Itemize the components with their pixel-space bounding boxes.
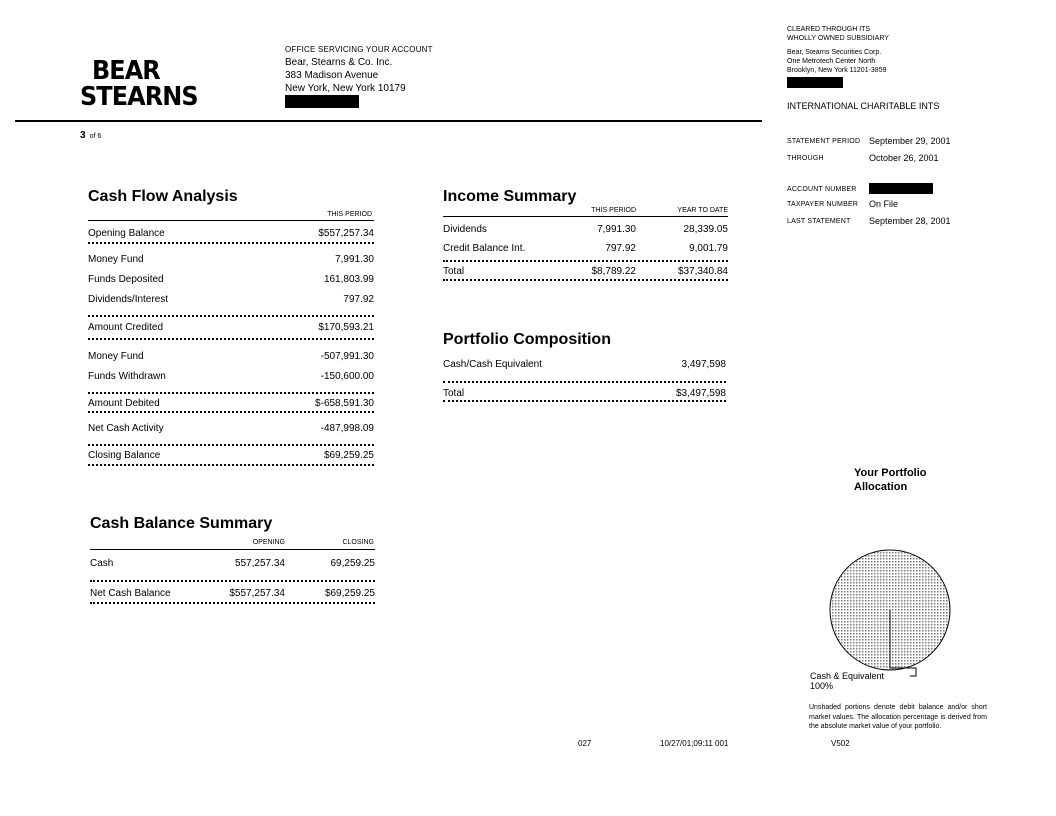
account-number-label: ACCOUNT NUMBER (787, 186, 857, 193)
dotted-rule (443, 260, 728, 262)
row-value: -150,600.00 (320, 371, 374, 382)
row-label: Amount Debited (88, 398, 160, 409)
rule (88, 220, 374, 221)
dotted-rule (88, 392, 374, 394)
bear-stearns-logo (80, 58, 198, 110)
row-label: Funds Withdrawn (88, 371, 166, 382)
row-label: Net Cash Balance (90, 588, 171, 599)
row-label: Total (443, 266, 465, 277)
dotted-rule (88, 464, 374, 466)
row-value: -487,998.09 (320, 423, 374, 434)
row-value: $170,593.21 (318, 322, 374, 333)
footer-code-2: V502 (831, 739, 850, 748)
rule (90, 549, 375, 550)
row-value: 161,803.99 (323, 274, 374, 285)
clearing-line-5: Brooklyn, New York 11201-3859 (787, 67, 887, 74)
dotted-rule (443, 381, 726, 383)
allocation-title (854, 466, 927, 494)
office-line-3: New York, New York 10179 (285, 83, 406, 94)
dotted-rule (443, 400, 726, 402)
cash-balance-col-opening: OPENING (252, 539, 285, 546)
clearing-line-2: WHOLLY OWNED SUBSIDIARY (787, 35, 889, 42)
page-number (80, 130, 101, 141)
allocation-pie-chart (820, 540, 960, 690)
row-value: $8,789.22 (591, 266, 636, 277)
cash-balance-col-closing: CLOSING (342, 539, 374, 546)
allocation-note: Unshaded portions denote debit balance and/or short market values. The allocation percentage is derived from the absolute market value of your portfolio. (809, 704, 987, 730)
cash-flow-col-header: THIS PERIOD (327, 211, 372, 218)
row-value: 69,259.25 (330, 558, 375, 569)
row-value: $69,259.25 (324, 588, 375, 599)
clearing-info (787, 25, 889, 91)
row-value: $-658,591.30 (315, 398, 374, 409)
office-header: OFFICE SERVICING YOUR ACCOUNT (285, 45, 433, 54)
row-value: 557,257.34 (234, 558, 285, 569)
statement-period-label: STATEMENT PERIOD (787, 138, 861, 145)
dotted-rule (90, 602, 375, 604)
row-value: 28,339.05 (683, 224, 728, 235)
dotted-rule (88, 242, 374, 244)
account-number-redacted (869, 183, 933, 194)
cash-balance-title: Cash Balance Summary (90, 515, 273, 532)
clearing-line-3: Bear, Stearns Securities Corp. (787, 49, 882, 56)
statement-period-value: September 29, 2001 (869, 136, 951, 146)
row-label: Amount Credited (88, 322, 164, 333)
row-label: Total (443, 388, 465, 399)
row-value: 797.92 (343, 294, 374, 305)
page-num: 3 (80, 130, 86, 141)
slice-label-text: Cash & Equivalent (810, 671, 885, 681)
account-name: INTERNATIONAL CHARITABLE INTS (787, 101, 940, 111)
row-label: Cash/Cash Equivalent (443, 359, 542, 370)
row-value: 3,497,598 (681, 359, 726, 370)
portfolio-composition-title: Portfolio Composition (443, 331, 611, 348)
office-address (285, 43, 433, 112)
row-label: Funds Deposited (88, 274, 164, 285)
office-line-1: Bear, Stearns & Co. Inc. (285, 57, 393, 68)
row-label: Net Cash Activity (88, 423, 164, 434)
row-value: $37,340.84 (677, 266, 728, 277)
logo-line-2: STEARNS (80, 82, 198, 112)
row-value: -507,991.30 (320, 351, 374, 362)
taxpayer-label: TAXPAYER NUMBER (787, 201, 859, 208)
office-line-2: 383 Madison Avenue (285, 70, 379, 81)
page-of: of 6 (89, 133, 102, 140)
dotted-rule (88, 315, 374, 317)
income-col-ytd: YEAR TO DATE (677, 207, 728, 214)
row-label: Money Fund (88, 254, 144, 265)
footer-code: 027 (578, 739, 592, 748)
logo-line-1: BEAR (91, 56, 160, 86)
redacted-block (285, 95, 359, 108)
row-value: $557,257.34 (229, 588, 285, 599)
last-statement-value: September 28, 2001 (869, 216, 951, 226)
row-label: Dividends (443, 224, 487, 235)
row-label: Dividends/Interest (88, 294, 169, 305)
header-rule (15, 120, 762, 122)
taxpayer-value: On File (869, 199, 899, 209)
row-value: $69,259.25 (323, 450, 374, 461)
allocation-title-2: Allocation (854, 481, 908, 493)
dotted-rule (88, 444, 374, 446)
row-label: Credit Balance Int. (443, 243, 526, 254)
row-value: 7,991.30 (597, 224, 636, 235)
allocation-title-1: Your Portfolio (854, 467, 927, 479)
dotted-rule (88, 338, 374, 340)
last-statement-label: LAST STATEMENT (787, 218, 851, 225)
row-value: $3,497,598 (675, 388, 726, 399)
row-label: Opening Balance (88, 228, 165, 239)
through-value: October 26, 2001 (869, 153, 939, 163)
slice-pct: 100% (810, 681, 834, 691)
clearing-line-1: CLEARED THROUGH ITS (787, 26, 871, 33)
dotted-rule (90, 580, 375, 582)
rule (443, 216, 728, 217)
slice-label (810, 671, 884, 691)
row-label: Closing Balance (88, 450, 161, 461)
row-label: Money Fund (88, 351, 144, 362)
row-label: Cash (90, 558, 114, 569)
through-label: THROUGH (787, 155, 824, 162)
dotted-rule (443, 279, 728, 281)
row-value: 7,991.30 (335, 254, 374, 265)
dotted-rule (88, 411, 374, 413)
row-value: $557,257.34 (318, 228, 374, 239)
cash-flow-title: Cash Flow Analysis (88, 188, 238, 205)
income-col-this-period: THIS PERIOD (591, 207, 636, 214)
clearing-line-4: One Metrotech Center North (787, 58, 876, 65)
income-summary-title: Income Summary (443, 188, 577, 205)
row-value: 797.92 (605, 243, 636, 254)
row-value: 9,001.79 (689, 243, 728, 254)
redacted-block (787, 77, 843, 88)
footer-timestamp: 10/27/01;09:11 001 (660, 739, 729, 748)
